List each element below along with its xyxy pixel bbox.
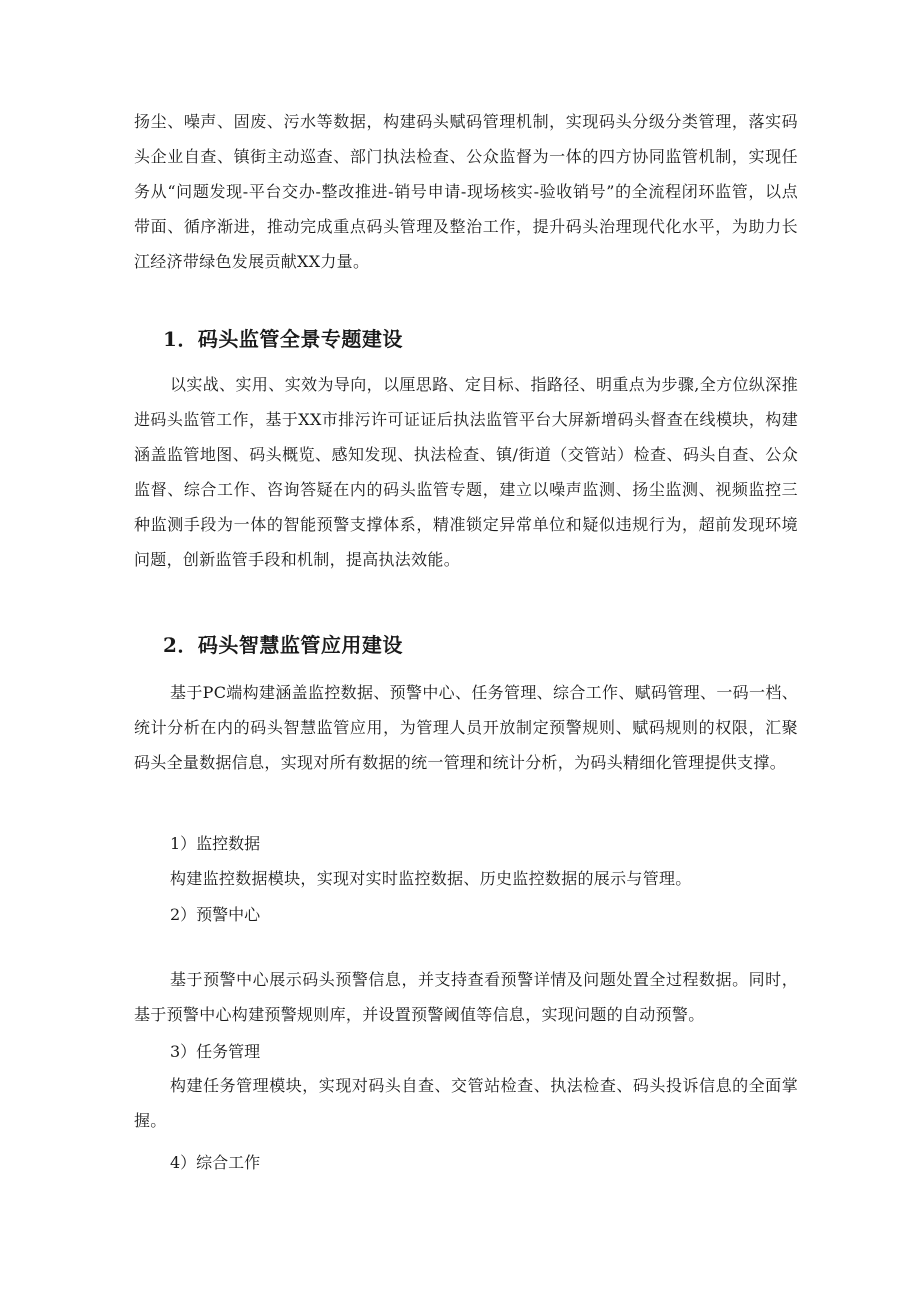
item-2-label: 2）预警中心 [170, 905, 261, 924]
item-3-text: 构建任务管理模块，实现对码头自查、交管站检查、执法检查、码头投诉信息的全面掌握。 [134, 1076, 798, 1130]
item-1-text: 构建监控数据模块，实现对实时监控数据、历史监控数据的展示与管理。 [170, 869, 692, 888]
item-3-label: 3）任务管理 [170, 1042, 261, 1061]
section-1-paragraph: 以实战、实用、实效为导向，以厘思路、定目标、指路径、明重点为步骤,全方位纵深推进码头监管工作，基于XX市排污许可证证后执法监管平台大屏新增码头督查在线模块，构建涵盖监管地图、码头概览、感知发现、执法检查、镇/街道（交管站）检查、码头自查、公众监督、综合工作、咨询答疑在内的码头监管专题，建立以噪声监测、扬尘监测、视频监控三种监测手段为一体的智能预警支撑体系，精准锁定异常单位和疑似违规行为，超前发现环境问题，创新监管手段和机制，提高执法效能。 [134, 375, 798, 569]
item-1-label: 1）监控数据 [170, 834, 261, 853]
section-2-heading: 2．码头智慧监管应用建设 [163, 633, 403, 657]
section-1-heading: 1．码头监管全景专题建设 [163, 327, 403, 351]
item-2-text: 基于预警中心展示码头预警信息，并支持查看预警详情及问题处置全过程数据。同时，基于预警中心构建预警规则库，并设置预警阈值等信息，实现问题的自动预警。 [134, 970, 798, 1024]
intro-paragraph: 扬尘、噪声、固废、污水等数据，构建码头赋码管理机制，实现码头分级分类管理，落实码头企业自查、镇街主动巡查、部门执法检查、公众监督为一体的四方协同监管机制，实现任务从“问题发现-平台交办-整改推进-销号申请-现场核实-验收销号”的全流程闭环监管，以点带面、循序渐进，推动完成重点码头管理及整治工作，提升码头治理现代化水平，为助力长江经济带绿色发展贡献XX力量。 [134, 112, 798, 271]
item-4-label: 4）综合工作 [170, 1153, 261, 1172]
section-2-paragraph: 基于PC端构建涵盖监控数据、预警中心、任务管理、综合工作、赋码管理、一码一档、统计分析在内的码头智慧监管应用，为管理人员开放制定预警规则、赋码规则的权限，汇聚码头全量数据信息，实现对所有数据的统一管理和统计分析，为码头精细化管理提供支撑。 [134, 683, 798, 772]
